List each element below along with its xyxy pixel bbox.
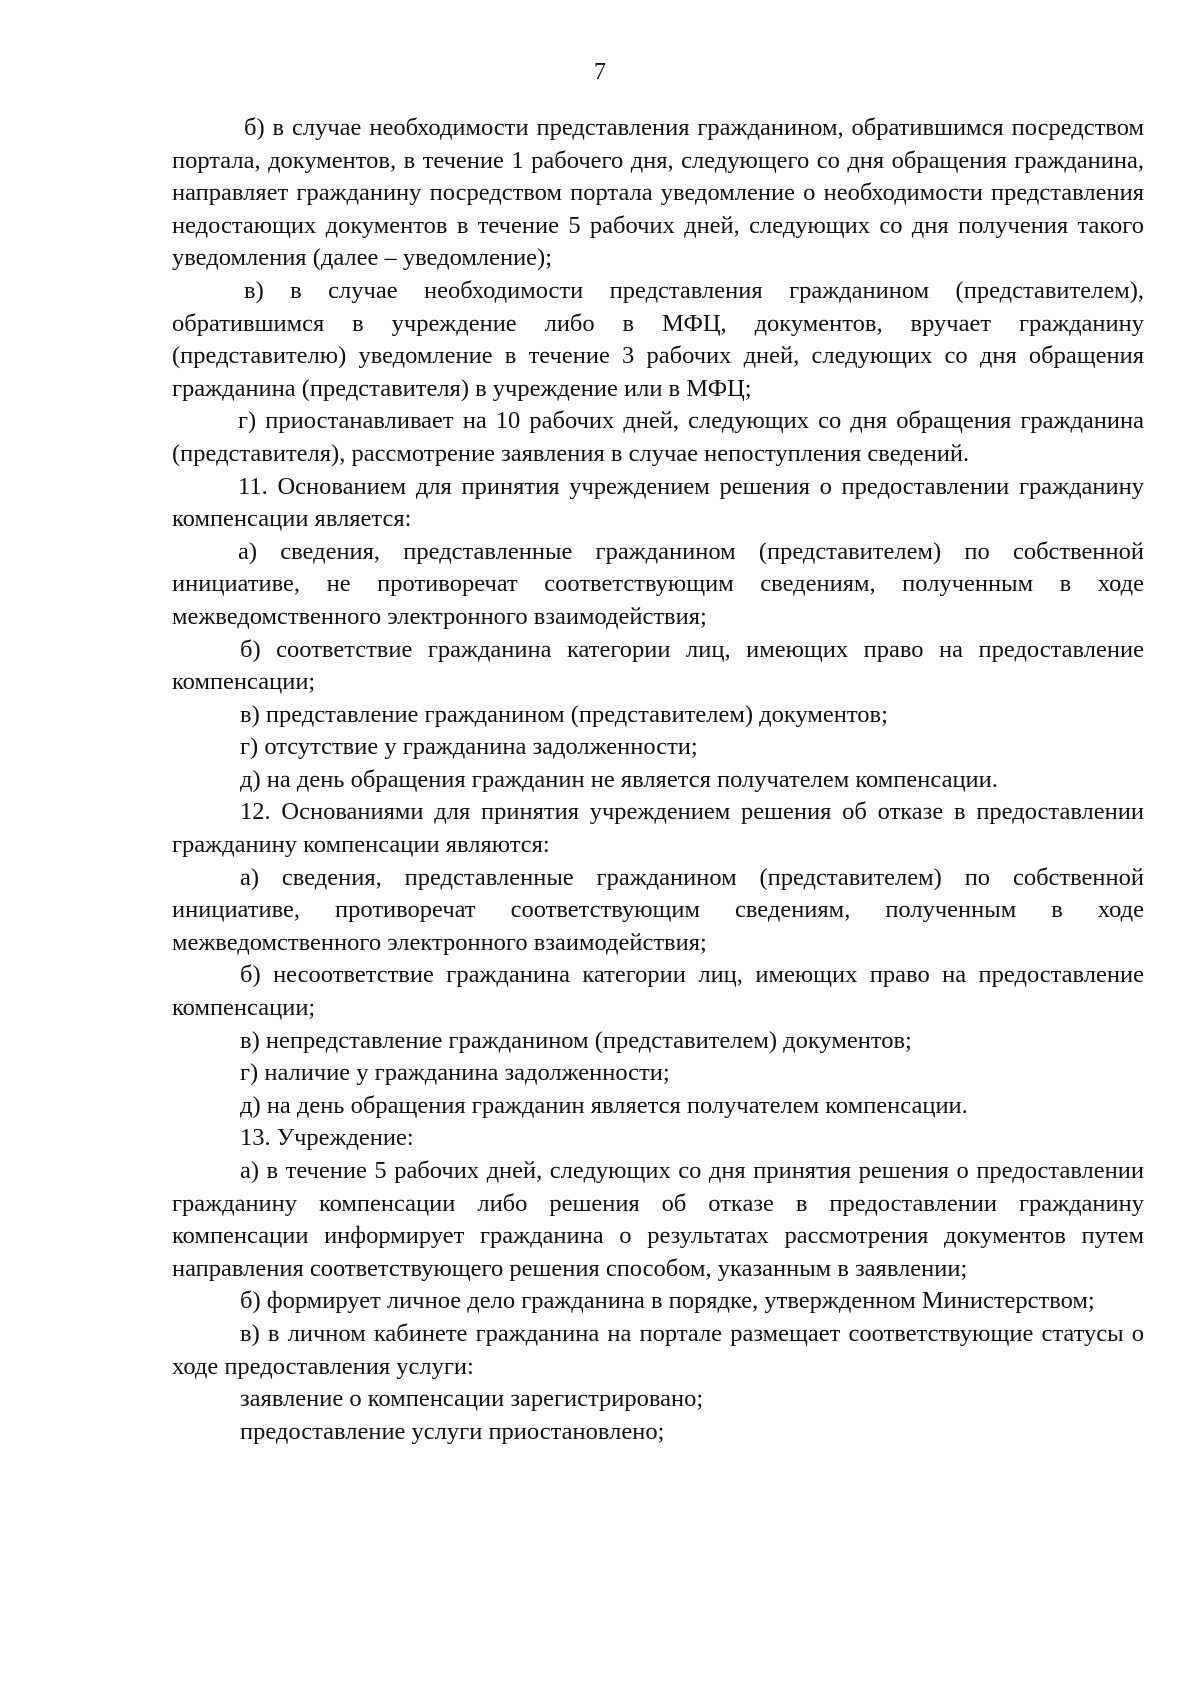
paragraph-11d: д) на день обращения гражданин не является получателем компенсации.: [240, 765, 998, 793]
paragraph-12: 12. Основаниями для принятия учреждением решения об отказе в предоставлении гражданину компенсации являются:: [172, 798, 1144, 859]
paragraph-12d: д) на день обращения гражданин является получателем компенсации.: [240, 1091, 968, 1119]
paragraph-11b: б) соответствие гражданина категории лиц, имеющих право на предоставление компенсации;: [172, 635, 1144, 696]
paragraph-12v: в) непредставление гражданином (представителем) документов;: [240, 1026, 912, 1054]
paragraph-12g: г) наличие у гражданина задолженности;: [240, 1059, 670, 1087]
paragraph-11a: а) сведения, представленные гражданином (представителем) по собственной инициативе, не противоречат соответствующим сведениям, полученным в ходе межведомственного электронного взаимодействия;: [172, 537, 1144, 630]
paragraph-12a: а) сведения, представленные гражданином (представителем) по собственной инициативе, противоречат соответствующим сведениям, полученным в ходе межведомственного электронного взаимодействия;: [172, 863, 1144, 956]
paragraph-13v: в) в личном кабинете гражданина на портале размещает соответствующие статусы о ходе предоставления услуги:: [172, 1319, 1144, 1380]
status-item-suspended: предоставление услуги приостановлено;: [240, 1417, 665, 1445]
status-item-registered: заявление о компенсации зарегистрировано;: [240, 1385, 704, 1413]
paragraph-10v: в) в случае необходимости представления гражданином (представителем), обратившимся в учреждение либо в МФЦ, документов, вручает гражданину (представителю) уведомление в течение 3 рабочих дней, следующих со дня обращения гражданина (представителя) в учреждение или в МФЦ;: [172, 276, 1144, 402]
document-body: [172, 112, 1144, 1448]
paragraph-11: 11. Основанием для принятия учреждением решения о предоставлении гражданину компенсации является:: [172, 472, 1144, 533]
page-number: 7: [594, 59, 606, 85]
paragraph-13a: а) в течение 5 рабочих дней, следующих со дня принятия решения о предоставлении гражданину компенсации либо решения об отказе в предоставлении гражданину компенсации информирует гражданина о результатах рассмотрения документов путем направления соответствующего решения способом, указанным в заявлении;: [172, 1157, 1144, 1282]
paragraph-10b: б) в случае необходимости представления гражданином, обратившимся посредством портала, документов, в течение 1 рабочего дня, следующего со дня обращения гражданина, направляет гражданину посредством портала уведомление о необходимости представления недостающих документов в течение 5 рабочих дней, следующих со дня получения такого уведомления (далее – уведомление);: [172, 114, 1144, 272]
paragraph-11g: г) отсутствие у гражданина задолженности;: [240, 733, 698, 761]
paragraph-12b: б) несоответствие гражданина категории лиц, имеющих право на предоставление компенсации;: [172, 961, 1144, 1022]
paragraph-13b: б) формирует личное дело гражданина в порядке, утвержденном Министерством;: [240, 1287, 1095, 1315]
paragraph-11v: в) представление гражданином (представителем) документов;: [240, 700, 888, 728]
paragraph-10g: г) приостанавливает на 10 рабочих дней, следующих со дня обращения гражданина (представителя), рассмотрение заявления в случае непоступления сведений.: [172, 407, 1144, 467]
paragraph-13: 13. Учреждение:: [240, 1124, 414, 1152]
